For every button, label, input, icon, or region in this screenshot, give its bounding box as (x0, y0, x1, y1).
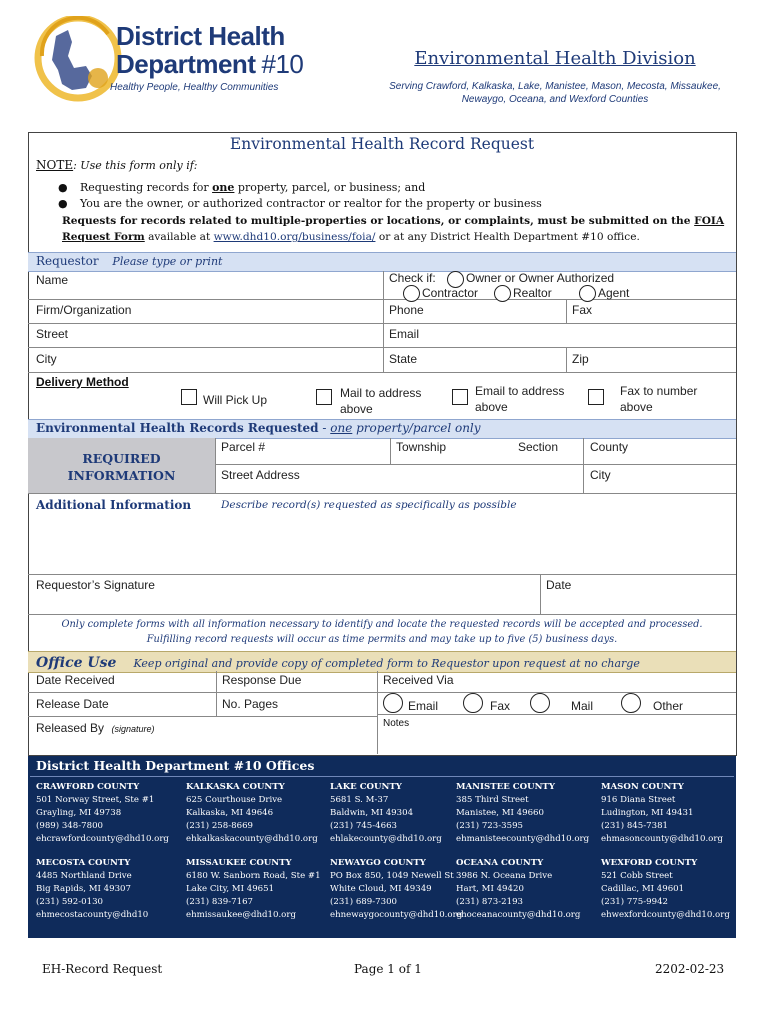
records-one: one (330, 421, 353, 435)
office-line: PO Box 850, 1049 Newell St (330, 871, 454, 881)
email-label-1: Email to address (475, 384, 565, 398)
fax-label-2: above (620, 400, 653, 414)
logo-tagline: Healthy People, Healthy Communities (110, 82, 279, 93)
office-line: Hart, MI 49420 (456, 884, 524, 894)
office-line: Baldwin, MI 49304 (330, 808, 414, 818)
owner-label: Owner or Owner Authorized (466, 271, 615, 285)
logo-line1: District Health (116, 21, 285, 51)
contractor-label: Contractor (422, 286, 479, 300)
bullet-list (58, 180, 542, 212)
office-line[interactable]: ehwexfordcounty@dhd10.org (601, 910, 730, 920)
office-line: 3986 N. Oceana Drive (456, 871, 553, 881)
requestor-hint: Please type or print (112, 255, 223, 268)
notice-line1: Only complete forms with all information necessary to identify and locate the requested records will be accepted and processed. (61, 619, 703, 630)
section-field[interactable]: Section (518, 440, 559, 454)
office-missaukee-county (186, 857, 321, 922)
office-name: CRAWFORD COUNTY (36, 782, 140, 792)
office-name: MASON COUNTY (601, 782, 684, 792)
office-line: (231) 258-8669 (186, 821, 254, 831)
logo-number: #10 (261, 49, 304, 79)
fax-checkbox[interactable] (588, 389, 604, 405)
required-label-2: INFORMATION (67, 468, 176, 483)
office-line: (231) 689-7300 (330, 897, 398, 907)
office-name: OCEANA COUNTY (456, 858, 544, 868)
office-name: KALKASKA COUNTY (186, 782, 285, 792)
office-line[interactable]: ehmecostacounty@dhd10 (36, 910, 149, 920)
via-email-label: Email (408, 699, 439, 713)
signature-field[interactable]: Requestor’s Signature (36, 578, 155, 592)
office-line: Cadillac, MI 49601 (601, 884, 685, 894)
footer-center: Page 1 of 1 (354, 962, 422, 976)
form-title: Environmental Health Record Request (229, 135, 535, 153)
response-due-field[interactable]: Response Due (222, 673, 302, 687)
office-line: (231) 745-4663 (330, 821, 398, 831)
release-date-field[interactable]: Release Date (36, 697, 109, 711)
office-line: Manistee, MI 49660 (456, 808, 544, 818)
notes-field[interactable]: Notes (383, 718, 410, 729)
via-mail-radio[interactable] (530, 693, 550, 713)
office-name: MISSAUKEE COUNTY (186, 858, 292, 868)
date-field[interactable]: Date (546, 578, 572, 592)
logo-line2: Department (116, 49, 256, 79)
county-field[interactable]: County (590, 440, 629, 454)
via-fax-label: Fax (490, 699, 511, 713)
via-fax-radio[interactable] (463, 693, 483, 713)
office-name: MECOSTA COUNTY (36, 858, 131, 868)
office-line[interactable]: ehcrawfordcounty@dhd10.org (36, 834, 169, 844)
notice-line2: Fulfilling record requests will occur as time permits and may take up to five (5) business days. (146, 634, 618, 645)
agent-radio[interactable] (579, 285, 596, 302)
offices-heading: District Health Department #10 Offices (36, 758, 315, 773)
required-info-block (28, 438, 216, 493)
office-line: 4485 Northland Drive (36, 871, 132, 881)
realtor-label: Realtor (513, 286, 552, 300)
office-line[interactable]: ehmasoncounty@dhd10.org (601, 834, 723, 844)
footer-left: EH-Record Request (42, 962, 163, 976)
office-oceana-county (456, 857, 580, 922)
office-use-heading: Office Use (36, 655, 117, 671)
describe-textarea[interactable]: Describe record(s) requested as specifically as possible (221, 499, 517, 511)
realtor-radio[interactable] (494, 285, 511, 302)
city-field[interactable]: City (36, 352, 57, 366)
required-label-1: REQUIRED (82, 451, 161, 466)
office-lake-county (330, 781, 442, 846)
pickup-label: Will Pick Up (203, 393, 268, 407)
office-mason-county (601, 781, 723, 846)
foia-link-2[interactable]: Request Form (62, 231, 145, 243)
via-other-radio[interactable] (621, 693, 641, 713)
bullet-icon: ● (58, 181, 68, 194)
office-name: MANISTEE COUNTY (456, 782, 555, 792)
street-field[interactable]: Street (36, 327, 69, 341)
serving-line1: Serving Crawford, Kalkaska, Lake, Manistee, Mason, Mecosta, Missaukee, (389, 81, 721, 92)
office-use-hint: Keep original and provide copy of completed form to Requestor upon request at no charge (133, 657, 640, 670)
date-received-field[interactable]: Date Received (36, 673, 115, 687)
zip-field[interactable]: Zip (572, 352, 589, 366)
email-checkbox[interactable] (452, 389, 468, 405)
via-mail-label: Mail (571, 699, 594, 713)
email-field[interactable]: Email (389, 327, 420, 341)
office-line: Grayling, MI 49738 (36, 808, 122, 818)
office-line[interactable]: ehoceanacounty@dhd10.org (456, 910, 581, 920)
office-line: 5681 S. M-37 (330, 795, 389, 805)
office-line: Lake City, MI 49651 (186, 884, 275, 894)
office-name: LAKE COUNTY (330, 782, 402, 792)
records-heading: Environmental Health Records Requested (36, 421, 319, 435)
office-manistee-county (456, 781, 589, 846)
list-item: ● You are the owner, or authorized contractor or realtor for the property or business (58, 197, 542, 210)
office-line[interactable]: ehmissaukee@dhd10.org (186, 910, 296, 920)
delivery-label: Delivery Method (36, 375, 129, 389)
office-name: NEWAYGO COUNTY (330, 858, 426, 868)
office-line: 916 Diana Street (601, 795, 676, 805)
via-other-label: Other (653, 699, 684, 713)
township-field[interactable]: Township (396, 440, 447, 454)
office-name: WEXFORD COUNTY (601, 858, 698, 868)
name-field[interactable]: Name (36, 273, 69, 287)
office-wexford-county (601, 857, 730, 922)
office-line: 521 Cobb Street (601, 871, 673, 881)
office-mecosta-county (36, 857, 148, 922)
division-title: Environmental Health Division (414, 48, 696, 69)
phone-field[interactable]: Phone (389, 303, 424, 317)
no-pages-field[interactable]: No. Pages (222, 697, 279, 711)
contractor-radio[interactable] (403, 285, 420, 302)
fax-field[interactable]: Fax (572, 303, 593, 317)
office-line: (231) 839-7167 (186, 897, 254, 907)
office-line[interactable]: ehkalkaskacounty@dhd10.org (186, 834, 318, 844)
office-line: 625 Courthouse Drive (186, 795, 283, 805)
via-email-radio[interactable] (383, 693, 403, 713)
foia-url-link[interactable]: www.dhd10.org/business/foia/ (213, 231, 376, 243)
firm-field[interactable]: Firm/Organization (36, 303, 132, 317)
office-line: (989) 348-7800 (36, 821, 104, 831)
office-line: 6180 W. Sanborn Road, Ste #1 (186, 871, 321, 881)
agent-label: Agent (598, 286, 630, 300)
office-line: (231) 723-3595 (456, 821, 524, 831)
office-kalkaska-county (186, 781, 318, 846)
pickup-checkbox[interactable] (181, 389, 197, 405)
records-city-field[interactable]: City (590, 468, 611, 482)
office-crawford-county (36, 781, 169, 846)
state-field[interactable]: State (389, 352, 418, 366)
office-line: (231) 873-2193 (456, 897, 524, 907)
foia-notice: Requests for records related to multiple-properties or locations, or complaints, must be submitted on the FOIA Request Form available at www.dhd10.org/business/foia/ or at any District Health Department #10 office. (62, 215, 725, 243)
list-item: ● Requesting records for one property, parcel, or business; and (58, 181, 426, 194)
received-via-label: Received Via (383, 673, 454, 687)
note-label: NOTE (36, 158, 74, 172)
office-line: (231) 592-0130 (36, 897, 104, 907)
office-line: (231) 845-7381 (601, 821, 669, 831)
office-newaygo-county (330, 857, 462, 922)
signature-hint: (signature) (111, 724, 155, 734)
office-line: 385 Third Street (456, 795, 529, 805)
parcel-field[interactable]: Parcel # (221, 440, 266, 454)
bullet-icon: ● (58, 197, 68, 210)
requestor-heading: Requestor (36, 254, 99, 268)
logo (28, 16, 304, 102)
additional-info-label: Additional Information (36, 498, 192, 512)
office-line: Big Rapids, MI 49307 (36, 884, 131, 894)
records-suffix: property/parcel only (352, 421, 481, 435)
office-line: (231) 775-9942 (601, 897, 669, 907)
office-line[interactable]: ehlakecounty@dhd10.org (330, 834, 442, 844)
foia-link[interactable]: FOIA (694, 215, 725, 227)
check-if-label: Check if: (389, 271, 436, 285)
mail-label-1: Mail to address (340, 386, 422, 400)
street-address-field[interactable]: Street Address (221, 468, 300, 482)
released-by-field[interactable]: Released By (36, 721, 105, 735)
office-line: 501 Norway Street, Ste #1 (36, 795, 155, 805)
serving-line2: Newaygo, Oceana, and Wexford Counties (461, 94, 649, 105)
note-text: : Use this form only if: (73, 159, 198, 172)
footer-right: 2202-02-23 (655, 962, 725, 976)
office-line[interactable]: ehnewaygocounty@dhd10.org (330, 910, 463, 920)
office-line: Kalkaska, MI 49646 (186, 808, 274, 818)
email-label-2: above (475, 400, 508, 414)
mail-checkbox[interactable] (316, 389, 332, 405)
office-line: White Cloud, MI 49349 (330, 884, 432, 894)
office-line[interactable]: ehmanisteecounty@dhd10.org (456, 834, 590, 844)
office-line: Ludington, MI 49431 (601, 808, 694, 818)
mail-label-2: above (340, 402, 373, 416)
fax-label-1: Fax to number (620, 384, 698, 398)
